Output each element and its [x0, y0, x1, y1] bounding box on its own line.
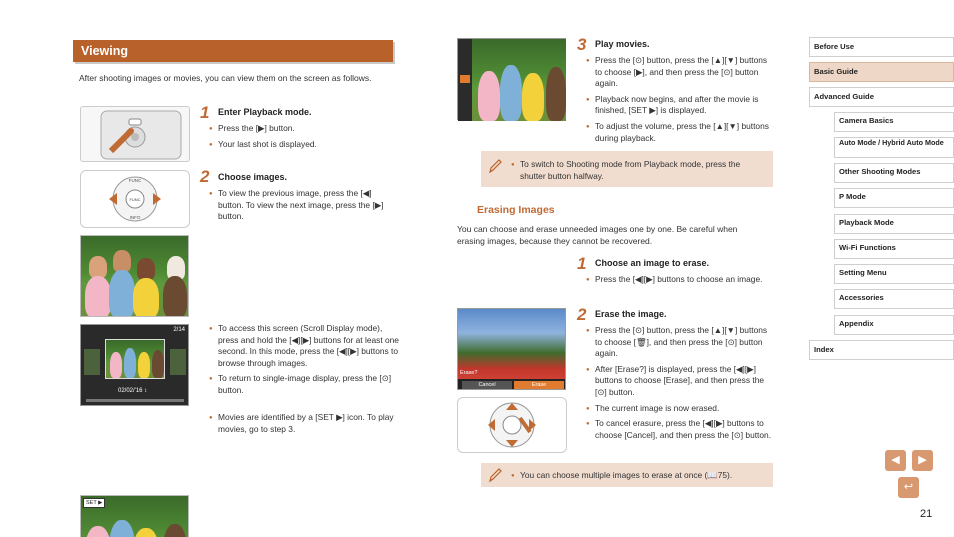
image-counter: 2/14: [173, 327, 185, 333]
playback-photo: [80, 235, 189, 317]
nav-basic-guide[interactable]: Basic Guide: [809, 62, 954, 82]
svg-text:FUNC: FUNC: [129, 197, 141, 202]
list-item: ● To access this screen (Scroll Display mode), press and hold the [◀][▶] buttons for at least one second. In this mode, press the [◀][▶] buttons to browse through images.: [209, 323, 399, 369]
estep1-bullets: [586, 274, 771, 290]
camera-back-illustration: [80, 106, 190, 162]
note-text: ● To switch to Shooting mode from Playback mode, press the shutter button halfway.: [511, 159, 756, 182]
arrow-right-icon: ▶: [918, 453, 927, 466]
return-icon: ↩: [903, 480, 914, 493]
step3-number: 3: [577, 35, 587, 54]
pencil-icon: [487, 466, 503, 488]
arrow-left-icon: ◀: [891, 453, 900, 466]
prev-page-button[interactable]: [885, 450, 906, 471]
step3-bullets: [586, 55, 774, 148]
control-dial-illustration: [80, 170, 190, 228]
list-item: ● To return to single-image display, press the [⊙] button.: [209, 373, 399, 396]
note-text: ● You can choose multiple images to erase at once (📖75).: [511, 470, 761, 482]
list-item: ● Movies are identified by a [SET ▶] icon. To play movies, go to step 3.: [209, 412, 399, 435]
estep2-number: 2: [577, 305, 587, 324]
cancel-button[interactable]: Cancel: [462, 381, 512, 389]
nav-p-mode[interactable]: P Mode: [834, 188, 954, 208]
list-item: ● Press the [◀][▶] buttons to choose an image.: [586, 274, 771, 286]
nav-appendix[interactable]: Appendix: [834, 315, 954, 335]
estep1-title: Choose an image to erase.: [595, 258, 710, 268]
step2-title: Choose images.: [218, 172, 288, 182]
movie-photo: [80, 495, 189, 537]
nav-other-shooting-modes[interactable]: Other Shooting Modes: [834, 163, 954, 183]
control-dial-erase-illustration: [457, 397, 567, 453]
step1-bullets: [209, 123, 394, 154]
next-page-button[interactable]: [912, 450, 933, 471]
list-item: ● Press the [⊙] button, press the [▲][▼] buttons to choose [🗑], and then press the [⊙] button again.: [586, 325, 774, 360]
movie-icon: SET ▶: [83, 498, 105, 508]
date-readout: 02/02/'16 ↕: [118, 388, 148, 394]
step3-title: Play movies.: [595, 39, 650, 49]
nav-setting-menu[interactable]: Setting Menu: [834, 264, 954, 284]
nav-before-use[interactable]: Before Use: [809, 37, 954, 57]
erase-prompt: Erase?: [460, 370, 478, 376]
estep1-number: 1: [577, 254, 587, 273]
list-item: ● To cancel erasure, press the [◀][▶] buttons to choose [Cancel], and then press the [⊙] button.: [586, 418, 774, 441]
estep2-bullets: [586, 325, 774, 445]
list-item: ● To adjust the volume, press the [▲][▼] buttons during playback.: [586, 121, 774, 144]
svg-text:INFO: INFO: [129, 215, 141, 220]
nav-wifi-functions[interactable]: Wi-Fi Functions: [834, 239, 954, 259]
play-icon: [460, 75, 470, 83]
note-box: [481, 151, 773, 187]
estep2-title: Erase the image.: [595, 309, 667, 319]
scroll-center-thumb: [105, 339, 165, 379]
step1-title: Enter Playback mode.: [218, 107, 312, 117]
step2-bullets: [209, 188, 397, 227]
step1-number: 1: [200, 103, 210, 122]
pencil-icon: [487, 157, 503, 179]
list-item: ● Your last shot is displayed.: [209, 139, 394, 151]
svg-text:FUNC: FUNC: [128, 178, 142, 183]
nav-index[interactable]: Index: [809, 340, 954, 360]
scroll-display-screen: [80, 324, 189, 406]
nav-playback-mode[interactable]: Playback Mode: [834, 214, 954, 234]
nav-advanced-guide[interactable]: Advanced Guide: [809, 87, 954, 107]
intro-text: After shooting images or movies, you can view them on the screen as follows.: [79, 73, 372, 83]
return-button[interactable]: [898, 477, 919, 498]
list-item: ● Press the [▶] button.: [209, 123, 394, 135]
list-item: ● Press the [⊙] button, press the [▲][▼] buttons to choose [▶], and then press the [⊙] button again.: [586, 55, 774, 90]
list-item: ● To view the previous image, press the [◀] button. To view the next image, press the [▶] button.: [209, 188, 397, 223]
erasing-heading: Erasing Images: [477, 204, 555, 216]
note-box-2: [481, 463, 773, 487]
erasing-intro: You can choose and erase unneeded images one by one. Be careful when erasing images, because they cannot be recovered.: [457, 224, 738, 246]
erase-button[interactable]: Erase: [514, 381, 564, 389]
nav-camera-basics[interactable]: Camera Basics: [834, 112, 954, 132]
list-item: ● The current image is now erased.: [586, 403, 774, 415]
page-number: 21: [920, 508, 933, 520]
nav-accessories[interactable]: Accessories: [834, 289, 954, 309]
movie-playback-screen: [457, 38, 566, 120]
scroll-bullets: [209, 323, 399, 401]
list-item: ● Playback now begins, and after the movie is finished, [SET ▶] is displayed.: [586, 94, 774, 117]
movie-bullets: [209, 412, 399, 439]
erase-screen: [457, 308, 566, 390]
section-title: Viewing: [73, 40, 393, 62]
list-item: ● After [Erase?] is displayed, press the [◀][▶] buttons to choose [Erase], and then press the [⊙] button.: [586, 364, 774, 399]
nav-auto-mode[interactable]: Auto Mode / Hybrid Auto Mode: [834, 137, 954, 158]
step2-number: 2: [200, 167, 210, 186]
